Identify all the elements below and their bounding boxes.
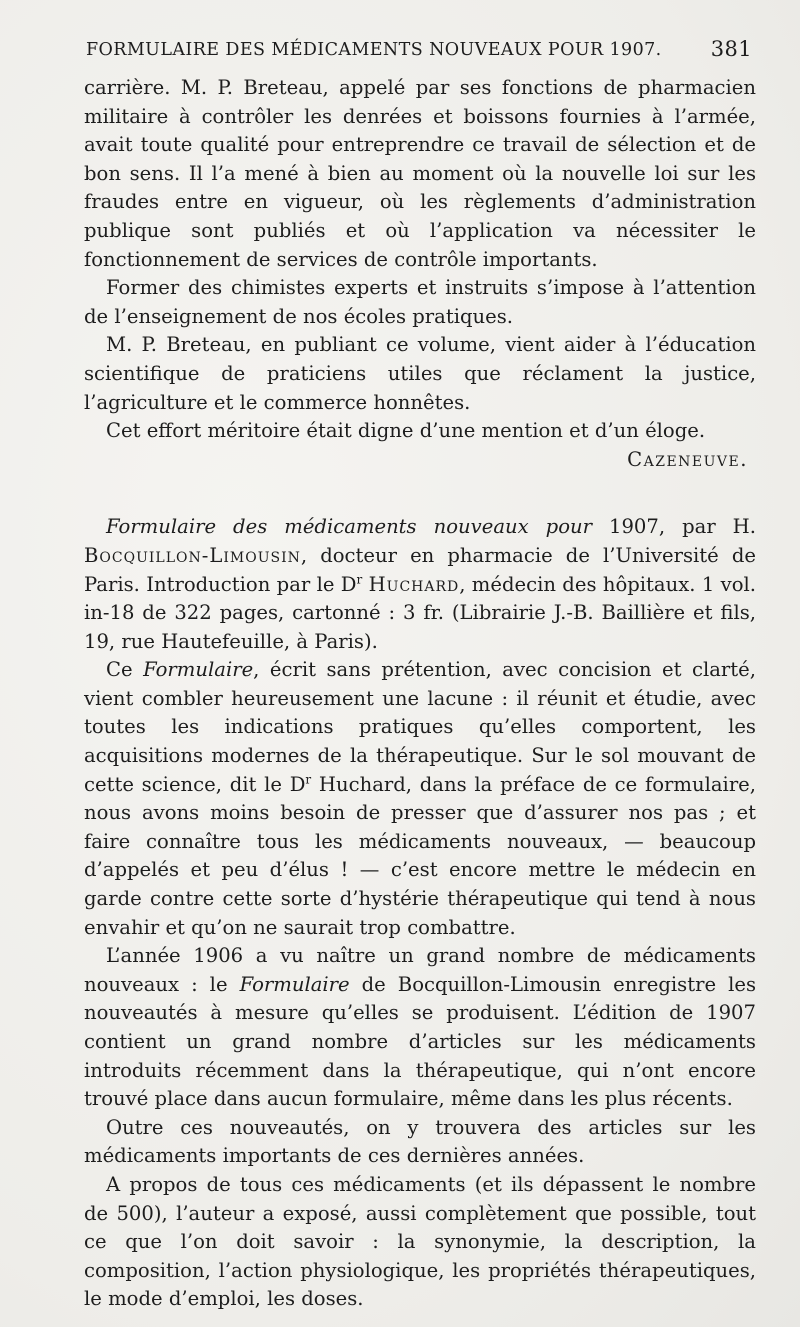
author-credentials: , docteur en pharmacie de l’Université de Paris. Introduction par le D	[84, 543, 756, 596]
review2-reference	[84, 513, 756, 656]
doctor-superscript: r	[305, 772, 312, 787]
review1-paragraph-3: M. P. Breteau, en publiant ce volume, vient aider à l’éducation scientifique de praticiens utiles que réclament la justice, l’agriculture et le commerce honnêtes.	[84, 333, 756, 414]
review2-paragraph-3: Outre ces nouveautés, on y trouvera des articles sur les médicaments importants de ces dernières années.	[84, 1115, 756, 1168]
running-title: FORMULAIRE DES MÉDICAMENTS NOUVEAUX POUR 1907.	[86, 40, 662, 60]
review1-paragraph-4: Cet effort méritoire était digne d’une mention et d’un éloge.	[106, 419, 706, 443]
review2-paragraph-1: Ce Formulaire, écrit sans prétention, avec concision et clarté, vient combler heureusement une lacune : il réunit et étudie, avec toutes les indications pratiques qu’elles comportent, les acquisitions modernes de la thérapeutique. Sur le sol mouvant de cette science, dit le $D^r$ Huchard, dans la préface de ce formulaire, nous avons moins besoin de presser que d’assurer nos pas ; et faire connaître tous les médicaments nouveaux, — beaucoup d’appelés et peu d’élus ! — c’est encore mettre le médecin en garde contre cette sorte d’hystérie thérapeutique qui tend à nous envahir et qu’on ne saurait trop combattre.	[84, 658, 757, 939]
book-details: , médecin des hôpitaux. 1 vol. in-18 de 322 pages, cartonné : 3 fr. (Librairie J.-B. Baillière et fils, 19, rue Hautefeuille, à Paris).	[84, 572, 756, 653]
book-title: Formulaire des médicaments nouveaux pour	[106, 515, 592, 539]
review1-paragraph-1: carrière. M. P. Breteau, appelé par ses fonctions de pharmacien militaire à contrôler les denrées et boissons fournies à l’armée, avait toute qualité pour entreprendre ce travail de sélection et de bon sens. Il l’a mené à bien au moment où la nouvelle loi sur les fraudes entre en vigueur, où les règlements d’administration publique sont publiés et où l’application va nécessiter le fonctionnement de services de contrôle importants.	[84, 76, 756, 271]
review2-paragraph-2: L’année 1906 a vu naître un grand nombre de médicaments nouveaux : le Formulaire de Bocquillon-Limousin enregistre les nouveautés à mesure qu’elles se produisent. L’édition de 1907 contient un grand nombre d’articles sur les médicaments introduits récemment dans la thérapeutique, qui n’ont encore trouvé place dans aucun formulaire, même dans les plus récents.	[84, 944, 756, 1111]
page-header	[86, 37, 756, 68]
book-author: Bocquillon-Limousin	[84, 543, 301, 567]
page-body	[84, 74, 756, 1314]
review2-paragraph-4: A propos de tous ces médicaments (et ils dépassent le nombre de 500), l’auteur a exposé, aussi complètement que possible, tout ce que l’on doit savoir : la synonymie, la description, la composition, l’action physiologique, les propriétés thérapeutiques, le mode d’emploi, les doses.	[84, 1172, 756, 1311]
doctor-superscript: r	[356, 571, 363, 586]
review1-paragraph-2: Former des chimistes experts et instruits s’impose à l’attention de l’enseignement de nos écoles pratiques.	[84, 276, 756, 328]
review1-signature: Cazeneuve.	[627, 447, 748, 471]
page-number: 381	[710, 37, 752, 61]
formulaire-italic: Formulaire	[239, 972, 350, 996]
introducer-name: Huchard	[368, 572, 460, 596]
book-year: 1907, par H.	[592, 515, 756, 539]
formulaire-italic: Formulaire	[143, 658, 254, 682]
